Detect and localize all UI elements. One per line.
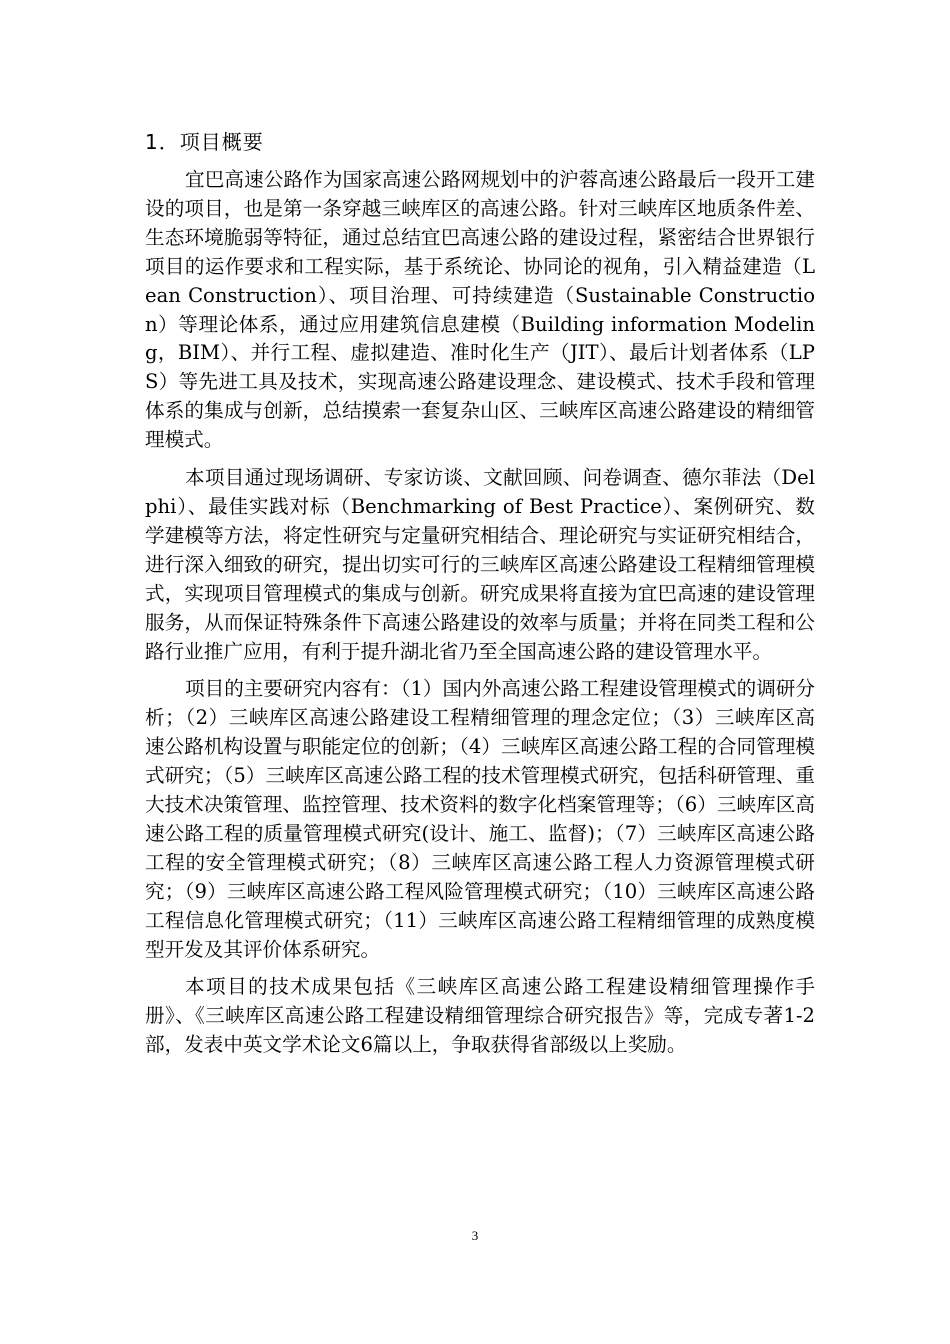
paragraph-research-content: 项目的主要研究内容有：（1）国内外高速公路工程建设管理模式的调研分析；（2）三峡库区高速公路建设工程精细管理的理念定位；（3）三峡库区高速公路机构设置与职能定位的创新；（4）三峡库区高速公路工程的合同管理模式研究；（5）三峡库区高速公路工程的技术管理模式研究，包括科研管理、重大技术决策管理、监控管理、技术资料的数字化档案管理等；（6）三峡库区高速公路工程的质量管理模式研究(设计、施工、监督)；（7）三峡库区高速公路工程的安全管理模式研究；（8）三峡库区高速公路工程人力资源管理模式研究；（9）三峡库区高速公路工程风险管理模式研究；（10）三峡库区高速公路工程信息化管理模式研究；（11）三峡库区高速公路工程精细管理的成熟度模型开发及其评价体系研究。 [145,677,815,961]
page-content [145,122,815,1069]
paragraph-overview: 宜巴高速公路作为国家高速公路网规划中的沪蓉高速公路最后一段开工建设的项目，也是第一条穿越三峡库区的高速公路。针对三峡库区地质条件差、生态环境脆弱等特征，通过总结宜巴高速公路的建设过程，紧密结合世界银行项目的运作要求和工程实际，基于系统论、协同论的视角，引入精益建造（Lean Construction）、项目治理、可持续建造（Sustainable Construction）等理论体系，通过应用建筑信息建模（Building information Modeling，BIM）、并行工程、虚拟建造、准时化生产（JIT）、最后计划者体系（LPS）等先进工具及技术，实现高速公路建设理念、建设模式、技术手段和管理体系的集成与创新，总结摸索一套复杂山区、三峡库区高速公路建设的精细管理模式。 [145,168,815,452]
section-heading: 1．项目概要 [145,130,264,154]
page-number: 3 [471,1228,479,1243]
paragraph-methods: 本项目通过现场调研、专家访谈、文献回顾、问卷调查、德尔菲法（Delphi）、最佳实践对标（Benchmarking of Best Practice）、案例研究、数学建模等方法，将定性研究与定量研究相结合、理论研究与实证研究相结合，进行深入细致的研究，提出切实可行的三峡库区高速公路建设工程精细管理模式，实现项目管理模式的集成与创新。研究成果将直接为宜巴高速的建设管理服务，从而保证特殊条件下高速公路建设的效率与质量；并将在同类工程和公路行业推广应用，有利于提升湖北省乃至全国高速公路的建设管理水平。 [145,466,815,663]
paragraph-outcomes: 本项目的技术成果包括《三峡库区高速公路工程建设精细管理操作手册》、《三峡库区高速公路工程建设精细管理综合研究报告》等，完成专著1-2部，发表中英文学术论文6篇以上，争取获得省部级以上奖励。 [145,975,815,1057]
